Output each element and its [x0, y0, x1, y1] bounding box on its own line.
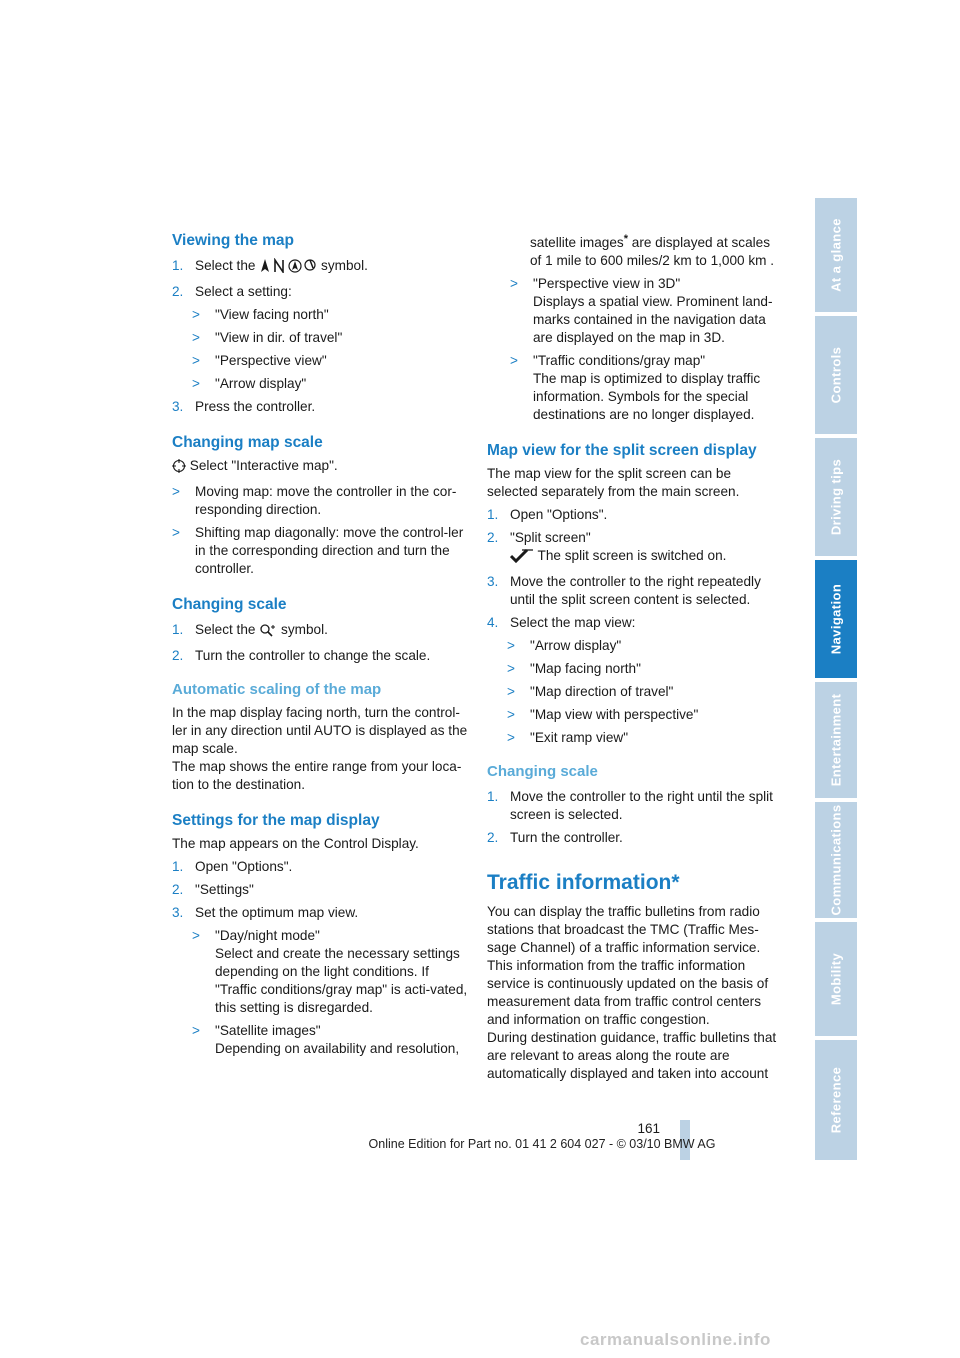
step-1: 1. Select the symbol. [172, 621, 468, 642]
tab-at-a-glance[interactable]: At a glance [815, 198, 857, 312]
right-column [487, 226, 783, 1083]
list-item: > "Map direction of travel" [507, 684, 674, 699]
heading-changing-scale-split: Changing scale [487, 763, 598, 780]
step-3: 3. Move the controller to the right repeatedly until the split screen content is selected. [487, 574, 761, 607]
north-arrow-icon [259, 258, 317, 278]
step-4: 4. Select the map view: [487, 615, 636, 630]
list-item: > Shifting map diagonally: move the control-ler in the corresponding direction and turn the controller. [172, 525, 464, 576]
paragraph: You can display the traffic bulletins from radio stations that broadcast the TMC (Traffic Mes-sage Channel) of a traffic information service. This information from the traffic information service is continuously updated on the basis of measurement data from traffic control centers and information on traffic congestion. [487, 904, 769, 1027]
heading-changing-scale: Changing scale [172, 596, 287, 613]
list-item: > "Perspective view" [192, 353, 327, 368]
tab-driving-tips[interactable]: Driving tips [815, 438, 857, 556]
heading-settings: Settings for the map display [172, 812, 380, 829]
view-options [172, 306, 468, 393]
list-item: > Moving map: move the controller in the cor-responding direction. [172, 484, 457, 517]
step-1: 1. Open "Options". [172, 859, 293, 874]
list-item: > "Arrow display" [507, 638, 622, 653]
tab-navigation[interactable]: Navigation [815, 560, 857, 678]
paragraph: During destination guidance, traffic bulletins that are relevant to areas along the route are automatically displayed and taken into account [487, 1030, 777, 1081]
step-2: 2. Turn the controller to change the scale. [172, 648, 431, 663]
satellite-continuation: satellite images* are displayed at scales of 1 mile to 600 miles/2 km to 1,000 km . [530, 233, 775, 268]
step-3: 3. Set the optimum map view. [172, 905, 359, 920]
tab-controls[interactable]: Controls [815, 316, 857, 434]
step-2: 2. Turn the controller. [487, 830, 623, 845]
heading-automatic-scaling: Automatic scaling of the map [172, 681, 382, 698]
list-item: > "Perspective view in 3D" Displays a spatial view. Prominent land-marks contained in the navigation data are displayed on the map in 3D. [510, 276, 773, 345]
list-item: > "View in dir. of travel" [192, 330, 343, 345]
list-item: > "Exit ramp view" [507, 730, 629, 745]
heading-traffic-information: Traffic information* [487, 871, 680, 894]
step-1: 1. Select the symbol. [172, 257, 468, 278]
list-item: > "Map view with perspective" [507, 707, 699, 722]
list-item: > "Map facing north" [507, 661, 641, 676]
intro-text: Select "Interactive map". [172, 457, 468, 478]
map-view-options [487, 637, 783, 747]
zoom-icon [259, 623, 277, 642]
list-item: > "Traffic conditions/gray map" The map is optimized to display traffic information. Symbols for the special destinations are no longer displayed. [510, 353, 761, 422]
step-2: 2. Select a setting: [172, 284, 292, 299]
heading-split-screen: Map view for the split screen display [487, 442, 757, 459]
page-number: 161 [637, 1121, 660, 1136]
view-options-continued [487, 275, 783, 424]
step-2: 2. "Split screen" The split screen is switched on. [487, 529, 783, 568]
step-1: 1. Open "Options". [487, 507, 608, 522]
heading-changing-map-scale: Changing map scale [172, 434, 323, 451]
step-1: 1. Move the controller to the right until the split screen is selected. [487, 789, 773, 822]
check-mark-icon [510, 549, 534, 568]
tab-reference[interactable]: Reference [815, 1040, 857, 1160]
tab-entertainment[interactable]: Entertainment [815, 682, 857, 798]
paragraph: The map appears on the Control Display. [172, 836, 419, 851]
list-item: > "Arrow display" [192, 376, 307, 391]
tab-mobility[interactable]: Mobility [815, 922, 857, 1036]
controller-icon [172, 459, 186, 478]
list-item: > "Day/night mode" Select and create the necessary settings depending on the light conditions. If "Traffic conditions/gray map" is acti-vated, this setting is disregarded. [192, 928, 468, 1015]
step-2: 2. "Settings" [172, 882, 254, 897]
list-item: > "Satellite images" Depending on availability and resolution, [192, 1023, 460, 1056]
heading-viewing-map: Viewing the map [172, 232, 295, 249]
tab-communications[interactable]: Communications [815, 802, 857, 918]
left-column [172, 226, 468, 1058]
step-3: 3. Press the controller. [172, 399, 316, 414]
footer: Online Edition for Part no. 01 41 2 604 027 - © 03/10 BMW AG [368, 1137, 716, 1151]
paragraph: The map view for the split screen can be selected separately from the main screen. [487, 466, 740, 499]
watermark: carmanualsonline.info [580, 1330, 771, 1349]
settings-options [172, 927, 468, 1058]
paragraph: The map shows the entire range from your loca-tion to the destination. [172, 759, 462, 792]
paragraph: In the map display facing north, turn the control-ler in any direction until AUTO is displayed as the map scale. [172, 705, 468, 756]
list-item: > "View facing north" [192, 307, 329, 322]
